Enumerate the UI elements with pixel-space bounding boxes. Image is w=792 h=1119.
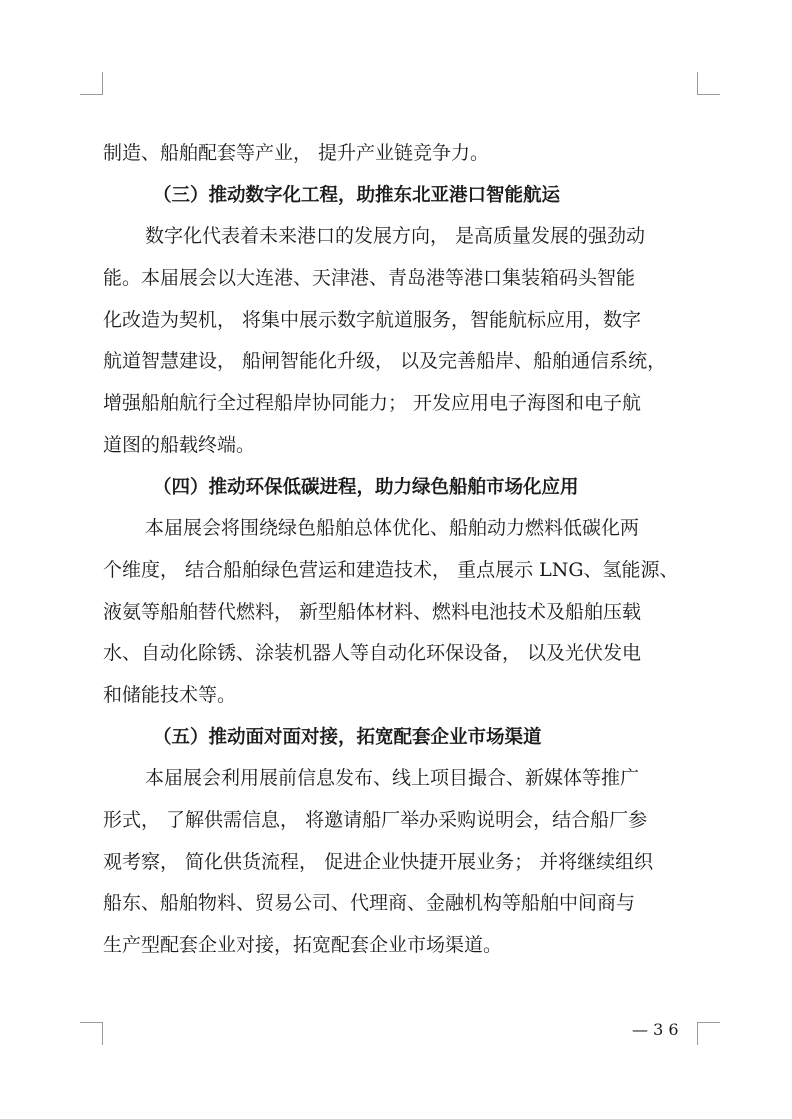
section-heading-3: （三）推动数字化工程，助推东北亚港口智能航运 bbox=[153, 184, 561, 206]
page-number: — 3 6 bbox=[632, 1020, 679, 1039]
crop-mark-bottom-left bbox=[80, 1022, 103, 1045]
paragraph-line: 能。本届展会以大连港、天津港、青岛港等港口集装箱码头智能 bbox=[103, 267, 636, 290]
paragraph-line: 本届展会将围绕绿色船舶总体优化、船舶动力燃料低碳化两 bbox=[145, 517, 640, 540]
paragraph-line: 船东、船舶物料、贸易公司、代理商、金融机构等船舶中间商与 bbox=[103, 892, 636, 915]
paragraph-line: 液氨等船舶替代燃料， 新型船体材料、燃料电池技术及船舶压载 bbox=[103, 600, 642, 623]
paragraph-line: 观考察， 简化供货流程， 促进企业快捷开展业务； 并将继续组织 bbox=[103, 850, 654, 873]
crop-mark-top-left bbox=[80, 72, 103, 95]
crop-mark-top-right bbox=[697, 72, 720, 95]
paragraph-line: 形式， 了解供需信息， 将邀请船厂举办采购说明会，结合船厂参 bbox=[103, 809, 648, 831]
paragraph-line: 道图的船载终端。 bbox=[103, 433, 256, 456]
paragraph-line: 水、自动化除锈、涂装机器人等自动化环保设备， 以及光伏发电 bbox=[103, 642, 642, 665]
document-body bbox=[103, 133, 695, 967]
paragraph-line: 制造、船舶配套等产业， 提升产业链竞争力。 bbox=[103, 142, 490, 164]
paragraph-line: 航道智慧建设， 船闸智能化升级， 以及完善船岸、船舶通信系统， bbox=[103, 350, 667, 373]
paragraph-line: 生产型配套企业对接，拓宽配套企业市场渠道。 bbox=[103, 934, 503, 957]
paragraph-line: 个维度， 结合船舶绿色营运和建造技术， 重点展示 LNG、氢能源、 bbox=[103, 558, 679, 581]
crop-mark-bottom-right bbox=[697, 1022, 720, 1045]
paragraph-line: 化改造为契机， 将集中展示数字航道服务，智能航标应用，数字 bbox=[103, 308, 642, 331]
paragraph-line: 数字化代表着未来港口的发展方向， 是高质量发展的强劲动 bbox=[145, 225, 646, 248]
paragraph-line: 和储能技术等。 bbox=[103, 683, 237, 706]
paragraph-line: 本届展会利用展前信息发布、线上项目撮合、新媒体等推广 bbox=[145, 767, 640, 790]
section-heading-4: （四）推动环保低碳进程，助力绿色船舶市场化应用 bbox=[153, 476, 579, 498]
paragraph-line: 增强船舶航行全过程船岸协同能力； 开发应用电子海图和电子航 bbox=[103, 392, 642, 415]
section-heading-5: （五）推动面对面对接，拓宽配套企业市场渠道 bbox=[153, 726, 542, 748]
